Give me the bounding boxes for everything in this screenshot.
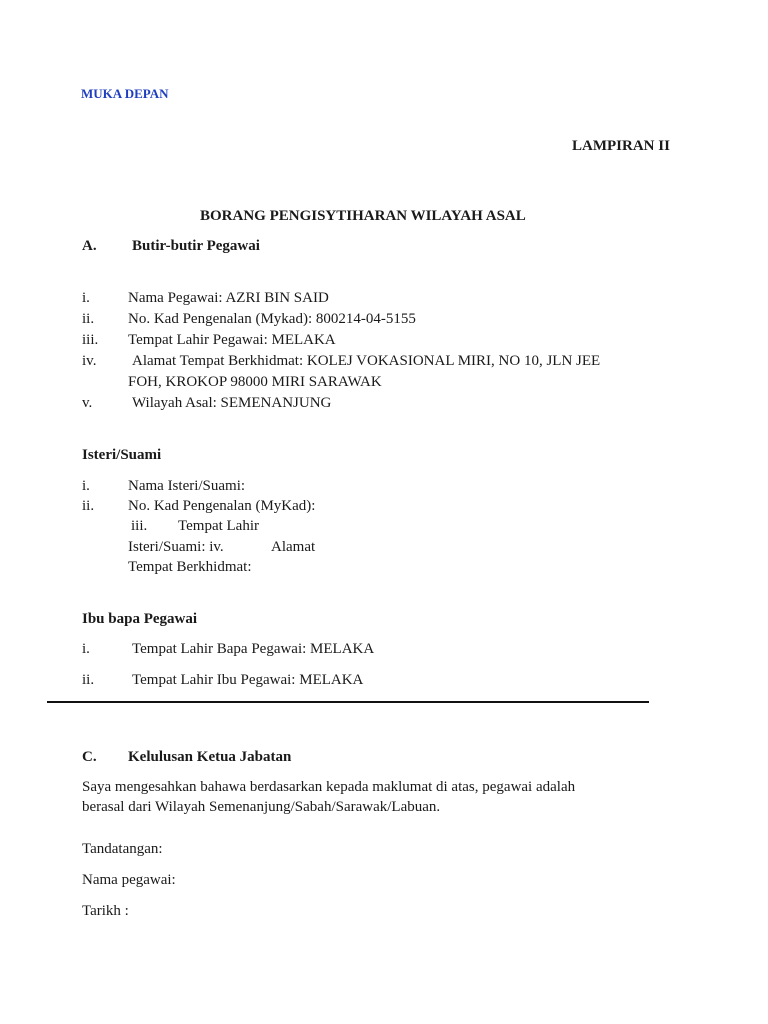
officer-name-sign-field: Nama pegawai: bbox=[82, 872, 176, 888]
officer-item-num: i. bbox=[82, 290, 90, 306]
officer-item-num: iv. bbox=[82, 353, 97, 369]
approval-paragraph-line1: Saya mengesahkan bahawa berdasarkan kepada maklumat di atas, pegawai adalah bbox=[82, 779, 576, 795]
form-title: BORANG PENGISYTIHARAN WILAYAH ASAL bbox=[200, 208, 526, 224]
approval-paragraph-line2: berasal dari Wilayah Semenanjung/Sabah/Sarawak/Labuan. bbox=[82, 799, 441, 815]
spouse-birthplace-field: Tempat Lahir bbox=[178, 518, 259, 534]
spouse-birthplace-field-cont: Isteri/Suami: iv. bbox=[128, 539, 224, 555]
spouse-item-num: i. bbox=[82, 478, 90, 494]
parent-item-num: ii. bbox=[82, 672, 95, 688]
front-page-label: MUKA DEPAN bbox=[81, 86, 169, 101]
parent-item-num: i. bbox=[82, 641, 90, 657]
officer-name-field: Nama Pegawai: AZRI BIN SAID bbox=[128, 290, 329, 306]
officer-address-field: Alamat Tempat Berkhidmat: KOLEJ VOKASIONAL MIRI, NO 10, JLN JEE bbox=[132, 353, 601, 369]
officer-origin-field: Wilayah Asal: SEMENANJUNG bbox=[132, 395, 332, 411]
date-field: Tarikh : bbox=[82, 903, 129, 919]
spouse-ic-field: No. Kad Pengenalan (MyKad): bbox=[128, 498, 316, 514]
section-c-letter: C. bbox=[82, 749, 97, 765]
appendix-label: LAMPIRAN II bbox=[572, 138, 670, 154]
spouse-workplace-field: Tempat Berkhidmat: bbox=[128, 559, 252, 575]
officer-birthplace-field: Tempat Lahir Pegawai: MELAKA bbox=[128, 332, 336, 348]
parents-heading: Ibu bapa Pegawai bbox=[82, 611, 198, 627]
officer-ic-field: No. Kad Pengenalan (Mykad): 800214-04-5155 bbox=[128, 311, 416, 327]
father-birthplace-field: Tempat Lahir Bapa Pegawai: MELAKA bbox=[132, 641, 375, 657]
officer-item-num: v. bbox=[82, 395, 93, 411]
spouse-address-field: Alamat bbox=[271, 539, 316, 555]
spouse-name-field: Nama Isteri/Suami: bbox=[128, 478, 246, 494]
section-a-letter: A. bbox=[82, 238, 97, 254]
officer-item-num: ii. bbox=[82, 311, 95, 327]
officer-item-num: iii. bbox=[82, 332, 99, 348]
spouse-item-num: iii. bbox=[131, 518, 148, 534]
spouse-item-num: ii. bbox=[82, 498, 95, 514]
spouse-heading: Isteri/Suami bbox=[82, 447, 162, 463]
signature-field: Tandatangan: bbox=[82, 841, 163, 857]
section-divider bbox=[47, 701, 649, 703]
section-c-heading: Kelulusan Ketua Jabatan bbox=[128, 749, 292, 765]
section-a-heading: Butir-butir Pegawai bbox=[132, 238, 260, 254]
mother-birthplace-field: Tempat Lahir Ibu Pegawai: MELAKA bbox=[132, 672, 364, 688]
officer-address-field-cont: FOH, KROKOP 98000 MIRI SARAWAK bbox=[128, 374, 382, 390]
